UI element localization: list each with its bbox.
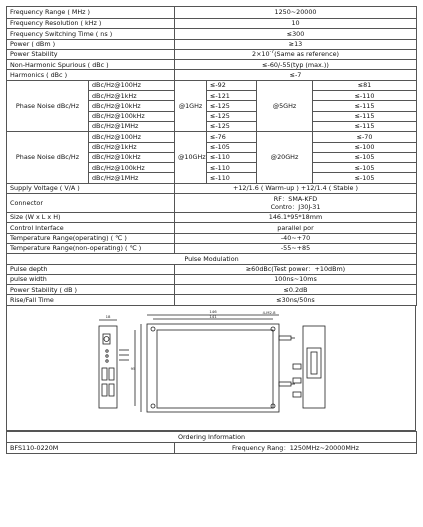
pn-value-2: ≤-100 xyxy=(313,142,417,152)
spec-label: Temperature Range(non-operating) ( ℃ ) xyxy=(7,243,175,253)
pn-value-2: ≤81 xyxy=(313,80,417,90)
spec-label: Temperature Range(operating) ( ℃ ) xyxy=(7,233,175,243)
spec-value: ≤30ns/50ns xyxy=(175,295,417,305)
pn-value-1: ≤-92 xyxy=(207,80,257,90)
ordering-model: BFS110-0220M xyxy=(7,442,175,453)
spec-label: Supply Voltage ( V/A ) xyxy=(7,183,175,193)
spec-row xyxy=(7,223,417,233)
carrier-freq-1: @10GHz xyxy=(175,132,207,183)
pulse-modulation-title: Pulse Modulation xyxy=(7,254,417,264)
spec-label: Frequency Range ( MHz ) xyxy=(7,7,175,19)
pn-value-2: ≤-110 xyxy=(313,91,417,101)
offset-label: dBc/Hz@1kHz xyxy=(89,91,175,101)
spec-label: Harmonics ( dBc ) xyxy=(7,70,175,80)
pulse-row xyxy=(7,285,417,295)
connector-line: Contro：J30J-31 xyxy=(270,203,321,212)
spec-row xyxy=(7,243,417,253)
spec-label: Frequency Switching Time ( ns ) xyxy=(7,29,175,39)
phase-noise-label: Phase Noise dBc/Hz xyxy=(7,132,89,183)
spec-value: parallel por xyxy=(175,223,417,233)
spec-value: ≥13 xyxy=(175,39,417,49)
pn-value-2: ≤-105 xyxy=(313,152,417,162)
spec-label: pulse width xyxy=(7,274,175,284)
spec-table xyxy=(6,6,417,306)
pn-value-2: ≤-105 xyxy=(313,163,417,173)
stability-exp: -7 xyxy=(269,50,275,56)
pulse-row xyxy=(7,274,417,284)
connector-line: RF：SMA-KFD xyxy=(273,195,318,204)
spec-value: ≥60dBc(Test power：+10dBm) xyxy=(175,264,417,274)
offset-label: dBc/Hz@100Hz xyxy=(89,132,175,142)
spec-label: Size (W x L x H) xyxy=(7,213,175,223)
pn-value-1: ≤-110 xyxy=(207,163,257,173)
dim-width: 146 xyxy=(209,308,217,314)
pn-value-1: ≤-105 xyxy=(207,142,257,152)
spec-row xyxy=(7,60,417,70)
section-row xyxy=(7,254,417,264)
spec-value: 1250~20000 xyxy=(175,7,417,19)
spec-value: ≤0.2dB xyxy=(175,285,417,295)
spec-value: 10 xyxy=(175,19,417,29)
spec-label: Power ( dBm ) xyxy=(7,39,175,49)
phase-noise-label: Phase Noise dBc/Hz xyxy=(7,80,89,131)
carrier-freq-1: @1GHz xyxy=(175,80,207,131)
spec-row xyxy=(7,49,417,59)
offset-label: dBc/Hz@1MHz xyxy=(89,173,175,183)
spec-value: -55~+85 xyxy=(175,243,417,253)
spec-row xyxy=(7,213,417,223)
dim-side: 18 xyxy=(105,313,111,319)
spec-label: Power Stability ( dB ) xyxy=(7,285,175,295)
pn-value-2: ≤-70 xyxy=(313,132,417,142)
pn-value-1: ≤-110 xyxy=(207,152,257,162)
offset-label: dBc/Hz@1kHz xyxy=(89,142,175,152)
pn-value-2: ≤-115 xyxy=(313,121,417,131)
spec-label: Power Stability xyxy=(7,49,175,59)
dim-inner: 141 xyxy=(209,313,217,319)
spec-value: 146.1*95*18mm xyxy=(175,213,417,223)
dim-height: 95 xyxy=(130,365,136,371)
stability-base: 2×10 xyxy=(252,50,270,59)
dim-hole: 4-M2.8 xyxy=(262,309,276,315)
spec-value: +12/1.6 ( Warm-up ) +12/1.4 ( Stable ) xyxy=(175,183,417,193)
phase-noise-row xyxy=(7,80,417,90)
spec-label: Non-Harmonic Spurious ( dBc ) xyxy=(7,60,175,70)
spec-row xyxy=(7,183,417,193)
spec-label: Connector xyxy=(7,194,175,213)
spec-value: ≤-7 xyxy=(175,70,417,80)
spec-row xyxy=(7,194,417,213)
outline-drawing xyxy=(6,306,416,431)
top-view xyxy=(147,324,279,412)
spec-row xyxy=(7,70,417,80)
spec-row xyxy=(7,39,417,49)
pn-value-1: ≤-125 xyxy=(207,101,257,111)
spec-row xyxy=(7,233,417,243)
ordering-title: Ordering Information xyxy=(7,431,417,442)
pn-value-2: ≤-115 xyxy=(313,101,417,111)
offset-label: dBc/Hz@100kHz xyxy=(89,111,175,121)
side-view-right xyxy=(303,326,325,408)
spec-row xyxy=(7,19,417,29)
pn-value-1: ≤-121 xyxy=(207,91,257,101)
offset-label: dBc/Hz@1MHz xyxy=(89,121,175,131)
offset-label: dBc/Hz@100Hz xyxy=(89,80,175,90)
offset-label: dBc/Hz@100kHz xyxy=(89,163,175,173)
spec-value xyxy=(175,194,417,213)
pn-value-1: ≤-125 xyxy=(207,121,257,131)
ordering-description: Frequency Rang：1250MHz~20000MHz xyxy=(175,442,417,453)
pn-value-2: ≤-105 xyxy=(313,173,417,183)
pn-value-1: ≤-76 xyxy=(207,132,257,142)
pulse-row xyxy=(7,295,417,305)
spec-row xyxy=(7,7,417,19)
spec-label: Rise/Fall Time xyxy=(7,295,175,305)
pn-value-1: ≤-110 xyxy=(207,173,257,183)
mechanical-drawing xyxy=(7,306,417,430)
spec-value xyxy=(175,49,417,59)
offset-label: dBc/Hz@10kHz xyxy=(89,152,175,162)
spec-label: Frequency Resolution ( kHz ) xyxy=(7,19,175,29)
carrier-freq-2: @5GHz xyxy=(257,80,313,131)
phase-noise-row xyxy=(7,132,417,142)
spec-value: 100ns~10ms xyxy=(175,274,417,284)
pn-value-1: ≤-125 xyxy=(207,111,257,121)
offset-label: dBc/Hz@10kHz xyxy=(89,101,175,111)
spec-value: -40~+70 xyxy=(175,233,417,243)
stability-note: (Same as reference) xyxy=(274,50,340,59)
spec-value: ≤300 xyxy=(175,29,417,39)
pulse-row xyxy=(7,264,417,274)
spec-value: ≤-60/-55(typ (max.)) xyxy=(175,60,417,70)
spec-label: Control Interface xyxy=(7,223,175,233)
spec-label: Pulse depth xyxy=(7,264,175,274)
spec-row xyxy=(7,29,417,39)
ordering-table xyxy=(6,431,417,454)
pn-value-2: ≤-115 xyxy=(313,111,417,121)
carrier-freq-2: @20GHz xyxy=(257,132,313,183)
datasheet xyxy=(6,6,416,454)
